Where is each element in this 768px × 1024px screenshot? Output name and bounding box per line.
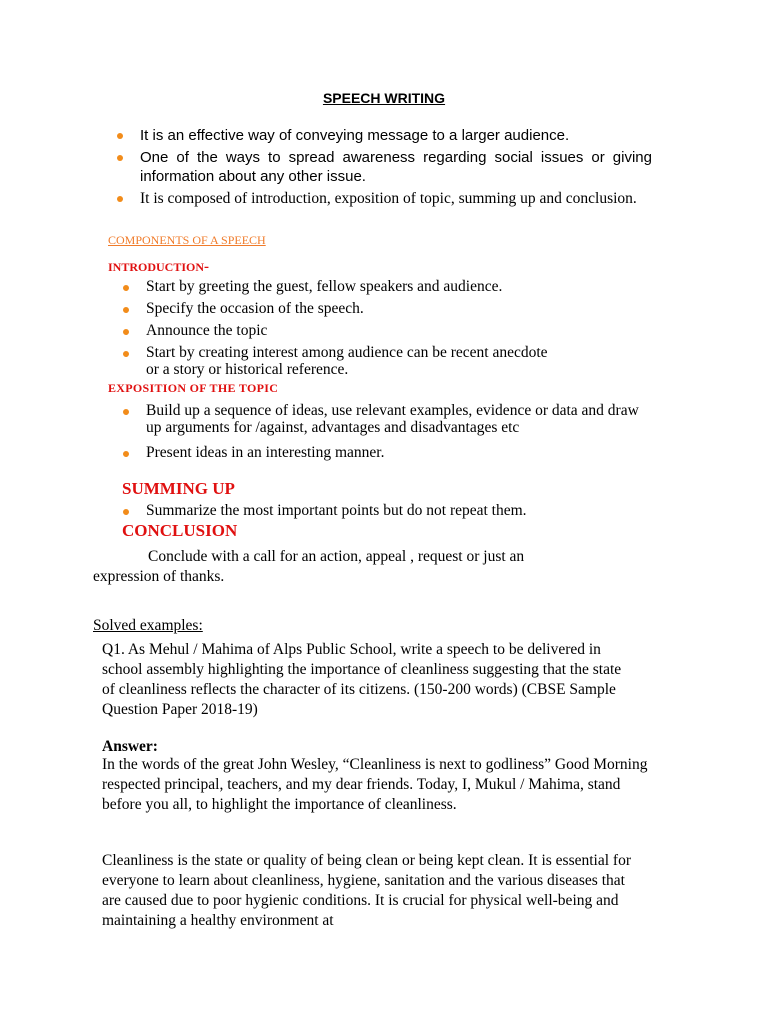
list-item: Present ideas in an interesting manner. (146, 444, 656, 461)
answer-paragraph-2: Cleanliness is the state or quality of being clean or being kept clean. It is essential for everyone to learn about cleanliness, hygiene, sanitation and the various diseases that are caused due to poor hygienic conditions. It is crucial for physical well-being and maintaining a healthy environment at (102, 852, 631, 929)
conclusion-heading: CONCLUSION (122, 521, 238, 540)
answer-label: Answer: (102, 738, 158, 755)
list-item: Start by creating interest among audience can be recent anecdote or a story or historical reference. (146, 344, 556, 378)
list-item: Announce the topic (146, 322, 566, 339)
question-text: Q1. As Mehul / Mahima of Alps Public School, write a speech to be delivered in school assembly highlighting the importance of cleanliness suggesting that the state of cleanliness reflects the character of its citizens. (150-200 words) (CBSE Sample Question Paper 2018-19) (102, 641, 622, 718)
intro-bullet-list (140, 126, 652, 211)
introduction-heading: INTRODUCTION (108, 260, 205, 274)
conclusion-text-line2: expression of thanks. (93, 568, 225, 585)
list-item: It is an effective way of conveying message to a larger audience. (140, 126, 652, 145)
list-item: One of the ways to spread awareness regarding social issues or giving information about any other issue. (140, 149, 652, 185)
introduction-heading-row (108, 258, 209, 276)
solved-examples-heading: Solved examples: (93, 617, 203, 634)
introduction-dash: - (204, 259, 210, 275)
introduction-list (146, 278, 566, 383)
answer-paragraph-1: In the words of the great John Wesley, “Cleanliness is next to godliness” Good Morning respected principal, teachers, and my dear friends. Today, I, Mukul / Mahima, stand before you all, to highlight the importance of cleanliness. (102, 756, 648, 813)
list-item: Build up a sequence of ideas, use relevant examples, evidence or data and draw up arguments for /against, advantages and disadvantages etc (146, 402, 656, 436)
list-item: Start by greeting the guest, fellow speakers and audience. (146, 278, 606, 295)
conclusion-text-line1: Conclude with a call for an action, appeal , request or just an (148, 548, 525, 565)
exposition-list (146, 402, 656, 466)
list-item: It is composed of introduction, exposition of topic, summing up and conclusion. (140, 189, 652, 208)
components-heading: COMPONENTS OF A SPEECH (108, 233, 266, 247)
page-title: SPEECH WRITING (322, 90, 446, 106)
list-item: Specify the occasion of the speech. (146, 300, 566, 317)
exposition-heading: EXPOSITION OF THE TOPIC (108, 381, 279, 395)
list-item: Summarize the most important points but do not repeat them. (146, 502, 646, 519)
summing-up-heading: SUMMING UP (122, 479, 235, 498)
